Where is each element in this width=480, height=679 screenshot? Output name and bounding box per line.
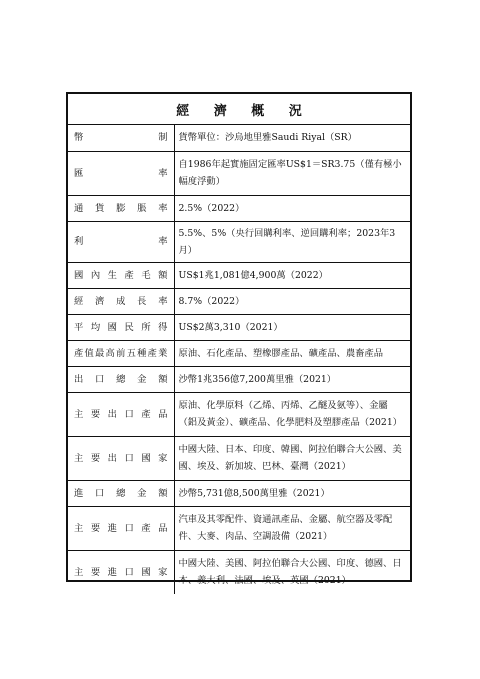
table-row bbox=[68, 550, 410, 594]
table-row bbox=[68, 366, 410, 392]
row-value: 汽車及其零配件、資通訊產品、金屬、航空器及零配件、大麥、肉品、空調設備（2021） bbox=[174, 506, 410, 550]
table-row bbox=[68, 314, 410, 340]
table-row bbox=[68, 125, 410, 151]
row-label-text: 進 口 總 金 額 bbox=[74, 487, 168, 499]
row-label-text: 經 濟 成 長 率 bbox=[74, 295, 168, 307]
row-label bbox=[68, 125, 174, 151]
row-label bbox=[68, 151, 174, 195]
row-label bbox=[68, 288, 174, 314]
row-label bbox=[68, 506, 174, 550]
row-value: 8.7%（2022） bbox=[174, 288, 410, 314]
row-value: US$2萬3,310（2021） bbox=[174, 314, 410, 340]
row-label bbox=[68, 366, 174, 392]
row-label-text: 通 貨 膨 脹 率 bbox=[74, 202, 168, 214]
row-label-text: 產 值 最 高 前 五 種 產 業 bbox=[74, 347, 168, 359]
row-label bbox=[68, 262, 174, 288]
row-value: 貨幣單位：沙烏地里雅Saudi Riyal（SR） bbox=[174, 125, 410, 151]
table-row bbox=[68, 392, 410, 436]
table-row bbox=[68, 506, 410, 550]
table-title: 經 濟 概 況 bbox=[176, 103, 312, 119]
row-value: 原油、石化產品、塑橡膠產品、礦產品、農畜產品 bbox=[174, 340, 410, 366]
row-label bbox=[68, 550, 174, 594]
row-value: 自1986年起實施固定匯率US$1＝SR3.75（僅有極小幅度浮動） bbox=[174, 151, 410, 195]
row-label bbox=[68, 392, 174, 436]
row-value: 中國大陸、美國、阿拉伯聯合大公國、印度、德國、日本、義大利、法國、埃及、英國（2021） bbox=[178, 558, 402, 587]
row-label bbox=[68, 436, 174, 480]
table-row bbox=[68, 221, 410, 262]
row-value: 原油、化學原料（乙烯、丙烯、乙醚及氨等）、金屬（鋁及黃金）、礦產品、化學肥料及塑膠產品（2021） bbox=[174, 392, 410, 436]
table-row bbox=[68, 340, 410, 366]
table-row bbox=[68, 262, 410, 288]
row-label bbox=[68, 340, 174, 366]
title-row bbox=[68, 94, 410, 125]
row-label-text: 主 要 進 口 國 家 bbox=[74, 566, 168, 578]
row-label-text: 利 率 bbox=[74, 236, 168, 247]
row-label-text: 主 要 進 口 產 品 bbox=[74, 522, 168, 534]
row-value: 5.5%、5%（央行回購利率、逆回購利率；2023年3月） bbox=[174, 221, 410, 262]
table-row bbox=[68, 195, 410, 221]
table-row bbox=[68, 480, 410, 506]
row-label-text: 國 內 生 產 毛 額 bbox=[74, 269, 168, 281]
row-value: 沙幣1兆356億7,200萬里雅（2021） bbox=[174, 366, 410, 392]
row-label-text: 幣 制 bbox=[74, 132, 168, 144]
row-label bbox=[68, 195, 174, 221]
row-value: 2.5%（2022） bbox=[174, 195, 410, 221]
row-label-text: 出 口 總 金 額 bbox=[74, 373, 168, 385]
table-row bbox=[68, 288, 410, 314]
row-value: 中國大陸、日本、印度、韓國、阿拉伯聯合大公國、美國、埃及、新加坡、巴林、臺灣（2021） bbox=[174, 436, 410, 480]
row-label-text: 匯 率 bbox=[74, 167, 168, 179]
row-label-text: 平 均 國 民 所 得 bbox=[74, 321, 168, 333]
row-label-text: 主 要 出 口 產 品 bbox=[74, 408, 168, 420]
row-label bbox=[68, 480, 174, 506]
economic-overview-table bbox=[66, 92, 412, 587]
row-label-text: 主 要 出 口 國 家 bbox=[74, 452, 168, 464]
table-row bbox=[68, 436, 410, 480]
row-value: US$1兆1,081億4,900萬（2022） bbox=[174, 262, 410, 288]
row-label bbox=[68, 221, 174, 262]
row-value: 沙幣5,731億8,500萬里雅（2021） bbox=[174, 480, 410, 506]
table-row bbox=[68, 151, 410, 195]
data-table bbox=[68, 125, 410, 594]
row-label bbox=[68, 314, 174, 340]
